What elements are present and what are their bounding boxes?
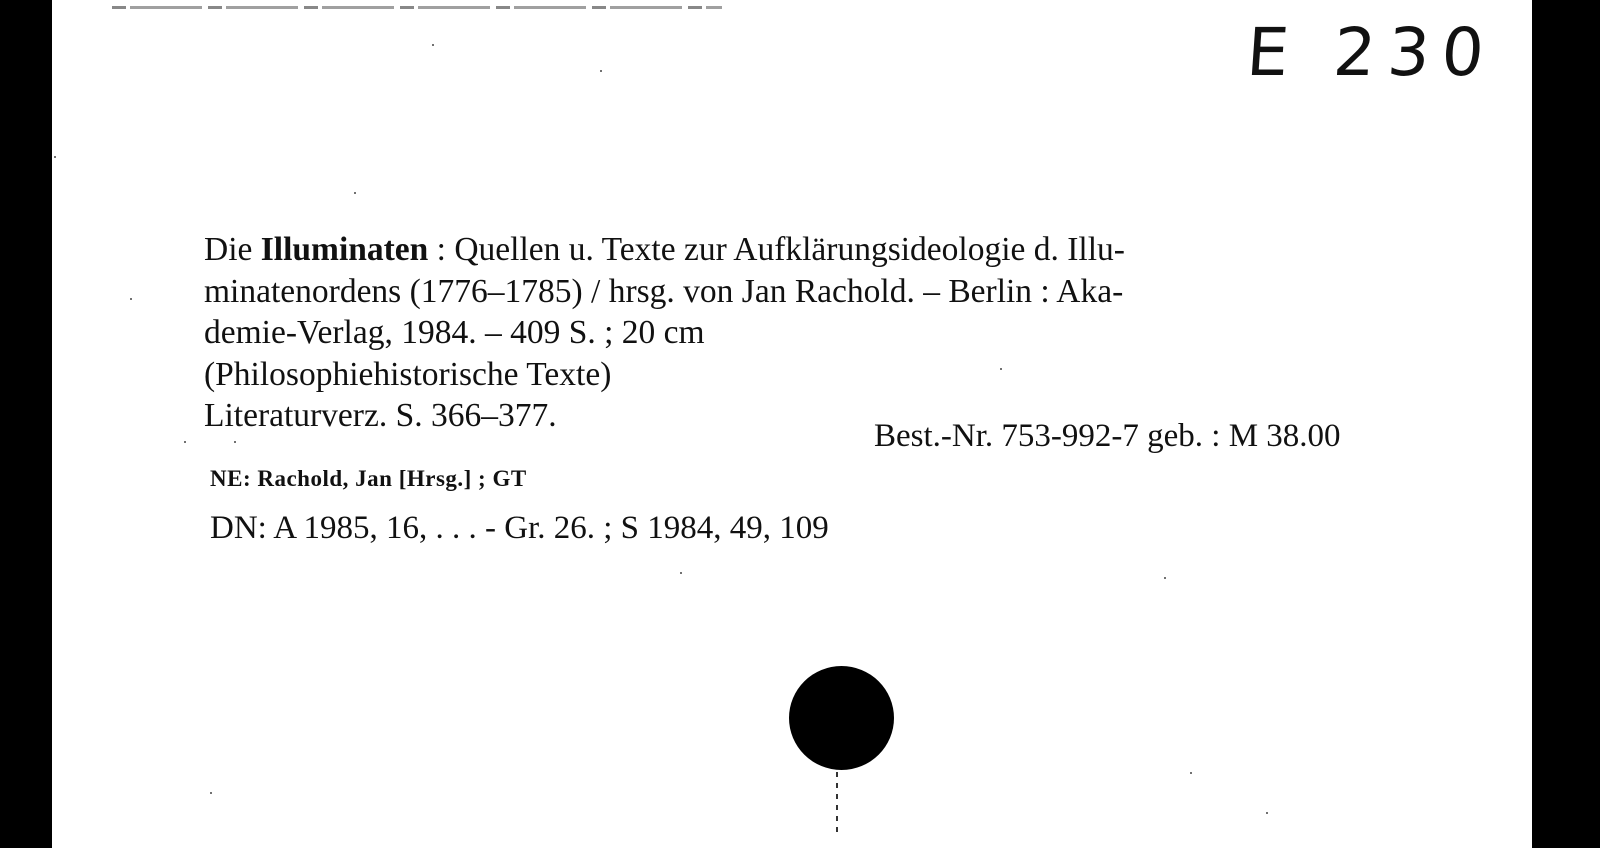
punch-hole [789, 666, 894, 770]
speck [130, 298, 132, 300]
speck [1000, 368, 1002, 370]
title-bold: Illuminaten [260, 231, 429, 268]
bibliography-note: Literaturverz. S. 366–377. [204, 397, 557, 434]
catalog-card [52, 0, 1532, 848]
speck [54, 156, 56, 158]
speck [210, 792, 212, 794]
speck [1266, 812, 1268, 814]
speck [432, 44, 434, 46]
speck [1190, 772, 1192, 774]
dashed-mark [836, 772, 838, 832]
speck [354, 192, 356, 194]
speck [234, 441, 236, 443]
call-number: E 230 [1244, 14, 1499, 91]
speck [184, 441, 186, 443]
entry-line-3: demie-Verlag, 1984. – 409 S. ; 20 cm [204, 314, 705, 351]
series-statement: (Philosophiehistorische Texte) [204, 355, 612, 393]
title-rest: : Quellen u. Texte zur Aufklärungsideologie d. Illu- [428, 231, 1125, 268]
speck [680, 572, 682, 574]
speck [600, 70, 602, 72]
speck [1164, 577, 1166, 579]
entry-line-1 [204, 229, 1125, 271]
title-prefix: Die [204, 231, 261, 268]
card-top-edge [112, 6, 722, 9]
ne-entry: NE: Rachold, Jan [Hrsg.] ; GT [210, 466, 527, 491]
bibliographic-entry [204, 229, 1125, 437]
order-price: Best.-Nr. 753-992-7 geb. : M 38.00 [874, 418, 1341, 454]
entry-line-2: minatenordens (1776–1785) / hrsg. von Jan Rachold. – Berlin : Aka- [204, 272, 1124, 310]
dn-entry: DN: A 1985, 16, . . . - Gr. 26. ; S 1984, 49, 109 [210, 510, 829, 546]
